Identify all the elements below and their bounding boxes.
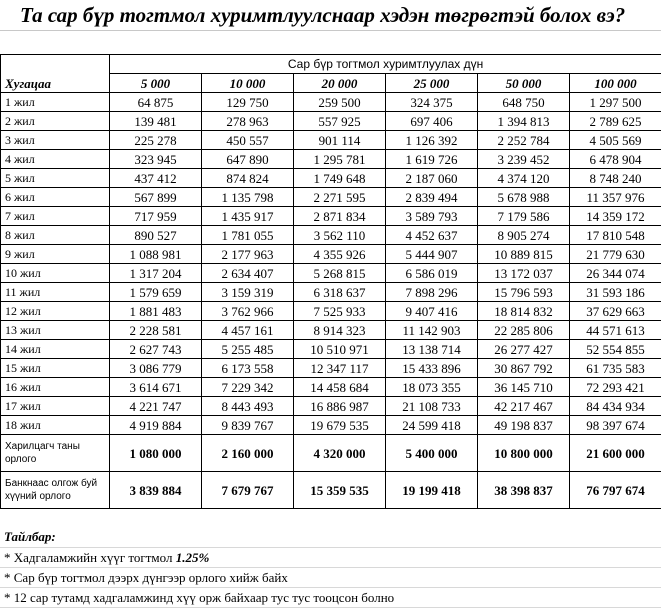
row-label: 17 жил — [1, 397, 110, 416]
table-cell: 36 145 710 — [478, 378, 570, 397]
row-label: 5 жил — [1, 169, 110, 188]
summary-cell: 7 679 767 — [202, 472, 294, 509]
table-cell: 1 579 659 — [110, 283, 202, 302]
table-cell: 10 510 971 — [294, 340, 386, 359]
table-cell: 6 318 637 — [294, 283, 386, 302]
summary-cell: 19 199 418 — [386, 472, 478, 509]
table-cell: 3 239 452 — [478, 150, 570, 169]
table-cell: 31 593 186 — [570, 283, 661, 302]
table-cell: 49 198 837 — [478, 416, 570, 435]
table-cell: 6 173 558 — [202, 359, 294, 378]
table-cell: 323 945 — [110, 150, 202, 169]
table-cell: 1 749 648 — [294, 169, 386, 188]
table-cell: 6 478 904 — [570, 150, 661, 169]
table-cell: 8 443 493 — [202, 397, 294, 416]
table-cell: 324 375 — [386, 93, 478, 112]
row-label: 11 жил — [1, 283, 110, 302]
table-cell: 259 500 — [294, 93, 386, 112]
table-cell: 1 317 204 — [110, 264, 202, 283]
table-cell: 450 557 — [202, 131, 294, 150]
table-cell: 8 914 323 — [294, 321, 386, 340]
table-cell: 129 750 — [202, 93, 294, 112]
table-cell: 4 355 926 — [294, 245, 386, 264]
row-label: 8 жил — [1, 226, 110, 245]
table-cell: 4 919 884 — [110, 416, 202, 435]
note-text: * Сар бүр тогтмол дээрх дүнгээр орлого хийж байх — [4, 570, 288, 585]
amount-column-header: 5 000 — [110, 74, 202, 93]
table-cell: 5 678 988 — [478, 188, 570, 207]
table-cell: 647 890 — [202, 150, 294, 169]
table-cell: 1 126 392 — [386, 131, 478, 150]
table-cell: 648 750 — [478, 93, 570, 112]
table-cell: 22 285 806 — [478, 321, 570, 340]
table-cell: 4 374 120 — [478, 169, 570, 188]
row-label: 3 жил — [1, 131, 110, 150]
table-cell: 11 142 903 — [386, 321, 478, 340]
row-label: 13 жил — [1, 321, 110, 340]
table-cell: 4 452 637 — [386, 226, 478, 245]
table-cell: 557 925 — [294, 112, 386, 131]
table-row — [1, 131, 661, 150]
note-item — [0, 548, 661, 568]
summary-label: Банкнаас олгож буй хүүний орлого — [1, 472, 110, 509]
table-row — [1, 340, 661, 359]
table-cell: 7 898 296 — [386, 283, 478, 302]
table-cell: 15 433 896 — [386, 359, 478, 378]
amount-column-header: 100 000 — [570, 74, 661, 93]
period-header: Хугацаа — [1, 55, 110, 93]
table-row — [1, 302, 661, 321]
table-cell: 2 252 784 — [478, 131, 570, 150]
table-cell: 567 899 — [110, 188, 202, 207]
table-cell: 1 881 483 — [110, 302, 202, 321]
table-cell: 24 599 418 — [386, 416, 478, 435]
spacer-row — [0, 30, 661, 55]
summary-row — [1, 435, 661, 472]
table-cell: 717 959 — [110, 207, 202, 226]
table-cell: 26 277 427 — [478, 340, 570, 359]
table-cell: 19 679 535 — [294, 416, 386, 435]
note-text: * 12 сар тутамд хадгаламжинд хүү орж байхаар тус тус тооцсон болно — [4, 590, 394, 605]
table-cell: 7 179 586 — [478, 207, 570, 226]
table-cell: 5 255 485 — [202, 340, 294, 359]
table-cell: 2 839 494 — [386, 188, 478, 207]
note-item — [0, 568, 661, 588]
table-cell: 42 217 467 — [478, 397, 570, 416]
summary-cell: 4 320 000 — [294, 435, 386, 472]
table-cell: 2 187 060 — [386, 169, 478, 188]
table-cell: 890 527 — [110, 226, 202, 245]
summary-cell: 38 398 837 — [478, 472, 570, 509]
table-cell: 3 762 966 — [202, 302, 294, 321]
note-item — [0, 588, 661, 608]
table-cell: 225 278 — [110, 131, 202, 150]
table-cell: 12 347 117 — [294, 359, 386, 378]
table-row — [1, 264, 661, 283]
summary-cell: 76 797 674 — [570, 472, 661, 509]
table-row — [1, 112, 661, 131]
notes-heading: Тайлбар: — [0, 527, 661, 548]
table-cell: 14 359 172 — [570, 207, 661, 226]
table-row — [1, 207, 661, 226]
table-cell: 6 586 019 — [386, 264, 478, 283]
table-cell: 98 397 674 — [570, 416, 661, 435]
table-cell: 4 221 747 — [110, 397, 202, 416]
row-label: 9 жил — [1, 245, 110, 264]
notes-section — [0, 527, 661, 608]
amount-header: Сар бүр тогтмол хуримтлуулах дүн — [110, 55, 661, 74]
notes-list — [0, 548, 661, 608]
table-cell: 2 177 963 — [202, 245, 294, 264]
table-cell: 2 871 834 — [294, 207, 386, 226]
table-cell: 1 297 500 — [570, 93, 661, 112]
table-cell: 1 135 798 — [202, 188, 294, 207]
table-row — [1, 283, 661, 302]
summary-cell: 5 400 000 — [386, 435, 478, 472]
row-label: 16 жил — [1, 378, 110, 397]
table-cell: 3 159 319 — [202, 283, 294, 302]
amount-column-header: 20 000 — [294, 74, 386, 93]
savings-table — [0, 54, 661, 509]
amount-column-header: 10 000 — [202, 74, 294, 93]
table-cell: 7 525 933 — [294, 302, 386, 321]
summary-row — [1, 472, 661, 509]
table-row — [1, 245, 661, 264]
table-cell: 13 172 037 — [478, 264, 570, 283]
note-text: * Хадгаламжийн хүүг тогтмол — [4, 550, 176, 565]
table-cell: 901 114 — [294, 131, 386, 150]
table-cell: 18 814 832 — [478, 302, 570, 321]
table-cell: 2 789 625 — [570, 112, 661, 131]
table-row — [1, 169, 661, 188]
amount-column-header: 50 000 — [478, 74, 570, 93]
table-cell: 697 406 — [386, 112, 478, 131]
table-row — [1, 93, 661, 112]
table-cell: 1 295 781 — [294, 150, 386, 169]
table-cell: 874 824 — [202, 169, 294, 188]
row-label: 18 жил — [1, 416, 110, 435]
summary-label: Харилцагч таны орлого — [1, 435, 110, 472]
page-title: Та сар бүр тогтмол хуримтлуулснаар хэдэн төгрөгтэй болох вэ? — [0, 0, 661, 30]
table-cell: 1 394 813 — [478, 112, 570, 131]
table-cell: 2 627 743 — [110, 340, 202, 359]
summary-cell: 15 359 535 — [294, 472, 386, 509]
table-row — [1, 226, 661, 245]
table-cell: 44 571 613 — [570, 321, 661, 340]
summary-cell: 2 160 000 — [202, 435, 294, 472]
table-cell: 2 228 581 — [110, 321, 202, 340]
row-label: 12 жил — [1, 302, 110, 321]
table-cell: 9 407 416 — [386, 302, 478, 321]
row-label: 15 жил — [1, 359, 110, 378]
table-cell: 7 229 342 — [202, 378, 294, 397]
table-cell: 3 086 779 — [110, 359, 202, 378]
table-cell: 1 435 917 — [202, 207, 294, 226]
table-cell: 61 735 583 — [570, 359, 661, 378]
table-cell: 18 073 355 — [386, 378, 478, 397]
row-label: 7 жил — [1, 207, 110, 226]
table-cell: 16 886 987 — [294, 397, 386, 416]
table-cell: 5 444 907 — [386, 245, 478, 264]
table-cell: 37 629 663 — [570, 302, 661, 321]
table-row — [1, 188, 661, 207]
table-cell: 8 748 240 — [570, 169, 661, 188]
table-cell: 13 138 714 — [386, 340, 478, 359]
header-row-top — [1, 55, 661, 74]
table-cell: 5 268 815 — [294, 264, 386, 283]
table-row — [1, 150, 661, 169]
table-cell: 17 810 548 — [570, 226, 661, 245]
table-cell: 72 293 421 — [570, 378, 661, 397]
table-cell: 139 481 — [110, 112, 202, 131]
table-cell: 4 505 569 — [570, 131, 661, 150]
table-row — [1, 321, 661, 340]
row-label: 6 жил — [1, 188, 110, 207]
table-cell: 14 458 684 — [294, 378, 386, 397]
table-cell: 3 562 110 — [294, 226, 386, 245]
summary-cell: 1 080 000 — [110, 435, 202, 472]
summary-cell: 10 800 000 — [478, 435, 570, 472]
row-label: 4 жил — [1, 150, 110, 169]
table-cell: 30 867 792 — [478, 359, 570, 378]
table-cell: 2 271 595 — [294, 188, 386, 207]
table-cell: 10 889 815 — [478, 245, 570, 264]
table-cell: 2 634 407 — [202, 264, 294, 283]
amount-column-header: 25 000 — [386, 74, 478, 93]
summary-cell: 3 839 884 — [110, 472, 202, 509]
table-row — [1, 378, 661, 397]
table-cell: 278 963 — [202, 112, 294, 131]
table-cell: 52 554 855 — [570, 340, 661, 359]
table-cell: 437 412 — [110, 169, 202, 188]
row-label: 1 жил — [1, 93, 110, 112]
table-cell: 26 344 074 — [570, 264, 661, 283]
note-emphasis: 1.25% — [176, 550, 210, 565]
table-cell: 15 796 593 — [478, 283, 570, 302]
table-row — [1, 359, 661, 378]
table-cell: 9 839 767 — [202, 416, 294, 435]
table-cell: 21 779 630 — [570, 245, 661, 264]
table-cell: 1 619 726 — [386, 150, 478, 169]
table-cell: 84 434 934 — [570, 397, 661, 416]
table-cell: 1 088 981 — [110, 245, 202, 264]
table-row — [1, 416, 661, 435]
table-cell: 3 614 671 — [110, 378, 202, 397]
table-cell: 4 457 161 — [202, 321, 294, 340]
row-label: 14 жил — [1, 340, 110, 359]
row-label: 2 жил — [1, 112, 110, 131]
table-cell: 1 781 055 — [202, 226, 294, 245]
row-label: 10 жил — [1, 264, 110, 283]
table-cell: 21 108 733 — [386, 397, 478, 416]
table-cell: 64 875 — [110, 93, 202, 112]
table-cell: 11 357 976 — [570, 188, 661, 207]
table-cell: 3 589 793 — [386, 207, 478, 226]
table-cell: 8 905 274 — [478, 226, 570, 245]
summary-cell: 21 600 000 — [570, 435, 661, 472]
table-row — [1, 397, 661, 416]
